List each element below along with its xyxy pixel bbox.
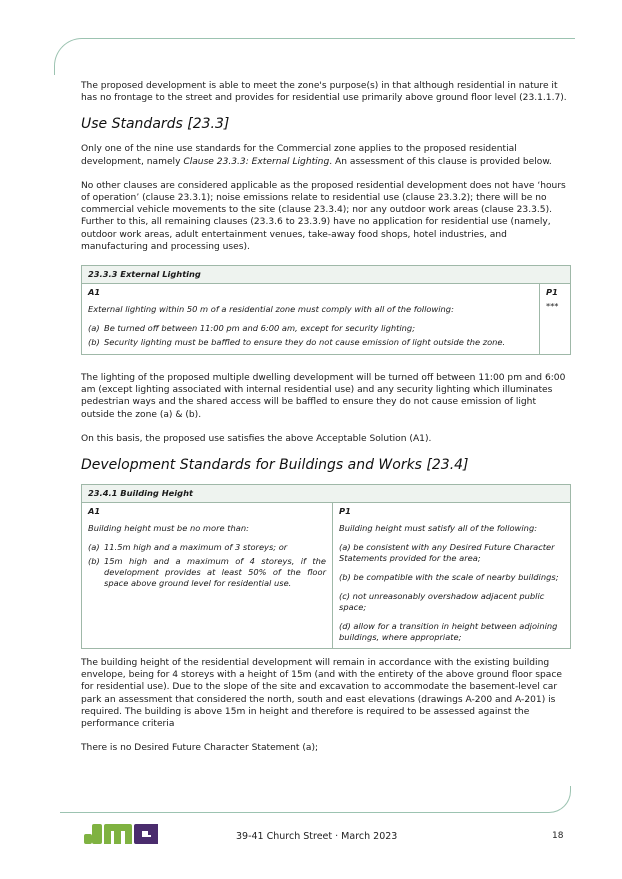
acceptable-solution-cell	[82, 284, 540, 355]
performance-criteria-cell	[540, 284, 571, 355]
lighting-assessment-paragraph: The lighting of the proposed multiple dwelling development will be turned off between 11:00 pm and 6:00 am (except lighting associated with internal residential use) and any security lighting which illuminates pedestrian ways and the shared access will be baffled to ensure they do not cause emission of light outside the zone (a) & (b).	[81, 373, 566, 420]
list-text: Be turned off between 11:00 pm and 6:00 am, except for security lighting;	[104, 323, 415, 334]
list-label: (a)	[88, 323, 100, 334]
document-body	[81, 80, 571, 754]
criterion-item: (c) not unreasonably overshadow adjacent public space;	[339, 591, 545, 613]
page-number: 18	[552, 831, 564, 841]
performance-criteria-cell	[333, 503, 571, 649]
dfc-paragraph: There is no Desired Future Character Statement (a);	[81, 743, 319, 754]
footer-document-title: 39-41 Church Street · March 2023	[236, 831, 398, 842]
list-label: (b)	[88, 556, 100, 567]
list-item	[88, 337, 533, 348]
dev-standards-heading: Development Standards for Buildings and Works [23.4]	[81, 457, 469, 474]
building-height-table	[81, 484, 571, 649]
table-title: 23.3.3 External Lighting	[82, 266, 571, 284]
list-text: 15m high and a maximum of 4 storeys, if the development provides at least 50% of the floor space above ground level for residential use.	[104, 556, 326, 589]
intro-paragraph: The proposed development is able to meet the zone's purpose(s) in that although residential in nature it has no frontage to the street and provides for residential use primarily above ground floor level (23.1.1.7).	[81, 81, 567, 104]
p-text: ***	[546, 301, 559, 312]
criterion-item: (b) be compatible with the scale of nearby buildings;	[339, 572, 559, 583]
list-item	[88, 556, 326, 589]
para1-text-b: . An assessment of this clause is provided below.	[329, 156, 552, 167]
a-code: A1	[88, 506, 101, 517]
clause-reference: Clause 23.3.3: External Lighting	[183, 156, 330, 167]
para1-text-a: Only one of the nine use standards for the Commercial zone applies to the proposed residential development, namely	[81, 144, 517, 167]
list-item	[88, 323, 533, 334]
list-item	[88, 542, 326, 553]
a-text: External lighting within 50 m of a residential zone must comply with all of the following:	[88, 304, 454, 315]
criterion-item: (a) be consistent with any Desired Future Character Statements provided for the area;	[339, 542, 555, 564]
a-code: A1	[88, 287, 101, 298]
basis-paragraph: On this basis, the proposed use satisfies the above Acceptable Solution (A1).	[81, 433, 432, 444]
a-text: Building height must be no more than:	[88, 523, 249, 534]
table-title: 23.4.1 Building Height	[82, 485, 571, 503]
list-text: 11.5m high and a maximum of 3 storeys; or	[104, 542, 288, 553]
footer-decorative-line	[60, 786, 571, 813]
p-code: P1	[339, 506, 351, 517]
p-code: P1	[546, 287, 558, 298]
jmg-logo-mark	[84, 822, 160, 846]
acceptable-solution-cell	[82, 503, 333, 649]
list-label: (a)	[88, 542, 100, 553]
header-decorative-line	[54, 38, 575, 75]
external-lighting-table	[81, 265, 571, 355]
use-standards-paragraph-1	[81, 143, 571, 167]
list-label: (b)	[88, 337, 100, 348]
use-standards-paragraph-2: No other clauses are considered applicable as the proposed residential development does not have ‘hours of operation’ (clause 23.3.1); noise emissions relate to residential use (clause 23.3.2); there will be no commercial vehicle movements to the site (clause 23.3.4); nor any outdoor work areas (clause 23.3.5). Further to this, all remaining clauses (23.3.6 to 23.3.9) have no application for residential use (namely, outdoor work areas, adult entertainment venues, take-away food shops, hotel industries, and manufacturing and processing uses).	[81, 180, 566, 252]
use-standards-heading: Use Standards [23.3]	[81, 116, 230, 133]
list-text: Security lighting must be baffled to ensure they do not cause emission of light outside the zone.	[104, 337, 506, 348]
criterion-item: (d) allow for a transition in height between adjoining buildings, where appropriate;	[339, 621, 558, 643]
jmg-logo	[84, 822, 160, 850]
height-assessment-paragraph: The building height of the residential development will remain in accordance with the existing building envelope, being for 4 storeys with a height of 15m (and with the entirety of the above ground floor space for residential use). Due to the slope of the site and excavation to accommodate the basement-level car park an assessment that considered the north, south and east elevations (drawings A-200 and A-201) is required. The building is above 15m in height and therefore is required to be assessed against the performance criteria	[81, 658, 562, 730]
p-text: Building height must satisfy all of the following:	[339, 523, 538, 534]
